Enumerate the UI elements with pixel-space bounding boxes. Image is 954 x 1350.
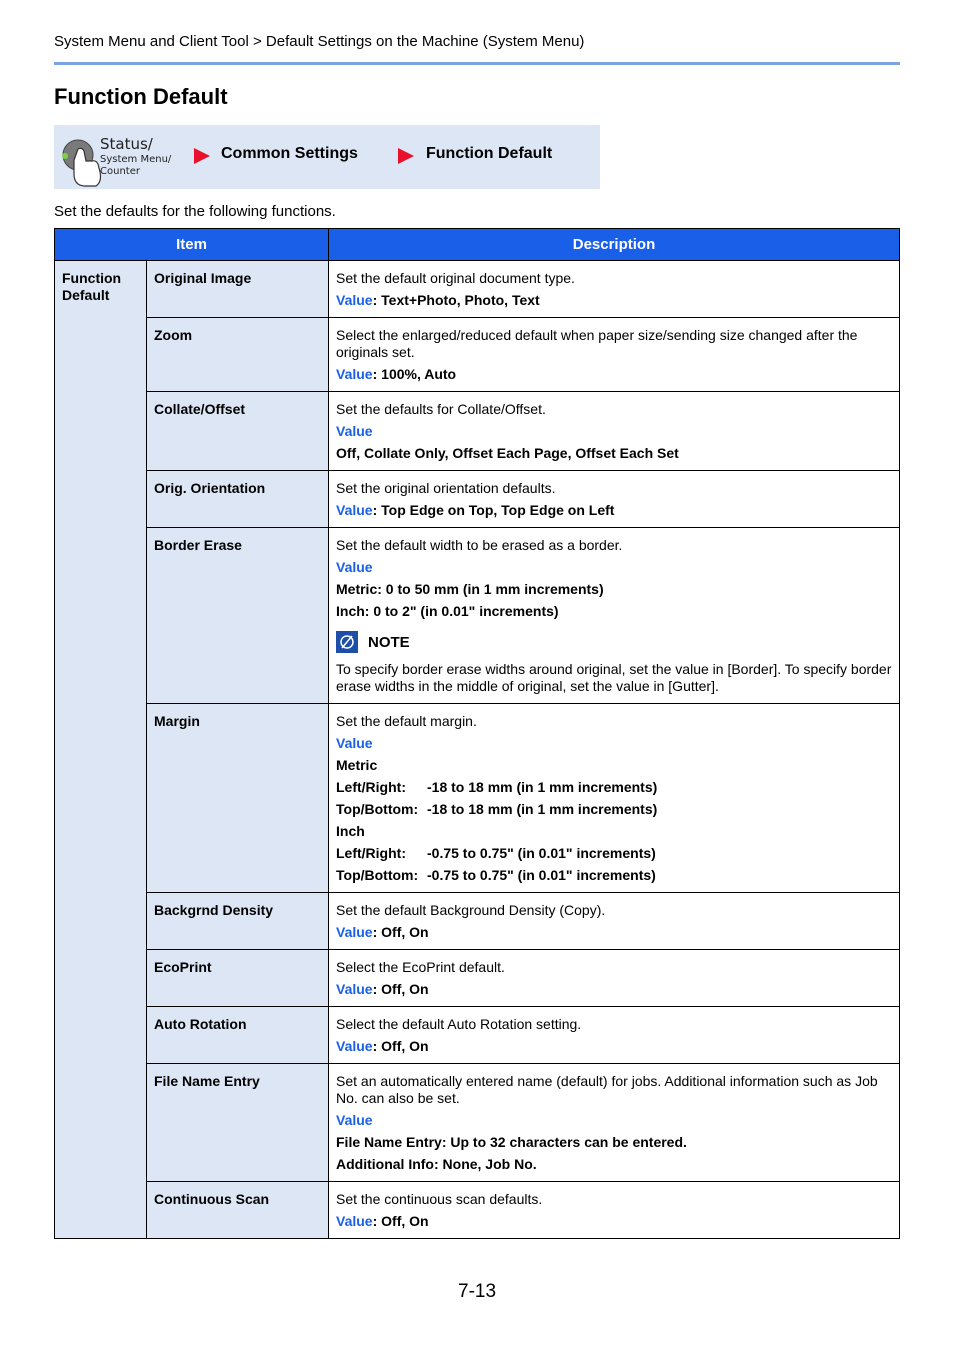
value-options: Off, On xyxy=(381,1213,429,1229)
description-text: Set the default width to be erased as a border. xyxy=(336,537,623,553)
status-key-icon xyxy=(58,130,188,188)
value-options: Off, Collate Only, Offset Each Page, Offset Each Set xyxy=(336,445,679,461)
value-label: Value xyxy=(336,1213,373,1229)
description-text: Set the default margin. xyxy=(336,713,477,729)
value-label: Value xyxy=(336,981,373,997)
group-label: Function Default xyxy=(55,261,147,1239)
inch-lr-value: -0.75 to 0.75" (in 0.01" increments) xyxy=(427,845,656,861)
value-label: Value xyxy=(336,1038,373,1054)
nav-step-common-settings: Common Settings xyxy=(221,145,358,162)
table-row xyxy=(55,950,900,1007)
description-cell xyxy=(329,704,900,893)
metric-tb-value: -18 to 18 mm (in 1 mm increments) xyxy=(427,801,658,817)
nav-step-function-default: Function Default xyxy=(426,145,553,162)
item-name: Margin xyxy=(147,704,329,893)
page-title: Function Default xyxy=(54,84,228,109)
metric-label: Metric xyxy=(336,757,378,773)
inch-label: Inch xyxy=(336,823,365,839)
value-options: Top Edge on Top, Top Edge on Left xyxy=(381,502,615,518)
navigation-path xyxy=(54,125,600,189)
metric-lr-label: Left/Right: xyxy=(336,779,406,795)
inch-tb-label: Top/Bottom: xyxy=(336,867,419,883)
description-cell: Set the default original document type. Value: Text+Photo, Photo, Text xyxy=(329,261,900,318)
breadcrumb: System Menu and Client Tool > Default Settings on the Machine (System Menu) xyxy=(54,33,585,50)
table-row xyxy=(55,261,900,318)
inch-tb-value: -0.75 to 0.75" (in 0.01" increments) xyxy=(427,867,656,883)
description-cell: Set the original orientation defaults. Value: Top Edge on Top, Top Edge on Left xyxy=(329,471,900,528)
item-name: Zoom xyxy=(147,318,329,392)
description-text: Select the enlarged/reduced default when paper size/sending size changed after the originals set. xyxy=(336,327,858,360)
metric-lr-value: -18 to 18 mm (in 1 mm increments) xyxy=(427,779,658,795)
value-options: 100%, Auto xyxy=(381,366,457,382)
value-metric: Metric: 0 to 50 mm (in 1 mm increments) xyxy=(336,581,604,597)
item-name: Backgrnd Density xyxy=(147,893,329,950)
description-cell: Select the EcoPrint default. Value: Off, On xyxy=(329,950,900,1007)
description-cell: Set the default Background Density (Copy). Value: Off, On xyxy=(329,893,900,950)
description-text: Set an automatically entered name (default) for jobs. Additional information such as Job No. can also be set. xyxy=(336,1073,878,1106)
value-label: Value xyxy=(336,559,373,575)
description-text: Set the continuous scan defaults. xyxy=(336,1191,543,1207)
value-options: Off, On xyxy=(381,924,429,940)
value-options: Text+Photo, Photo, Text xyxy=(381,292,540,308)
key-label-counter: Counter xyxy=(100,166,140,177)
item-name: File Name Entry xyxy=(147,1064,329,1182)
description-text: Select the EcoPrint default. xyxy=(336,959,505,975)
item-name: Original Image xyxy=(147,261,329,318)
description-text: Set the original orientation defaults. xyxy=(336,480,556,496)
value-label: Value xyxy=(336,924,373,940)
value-label: Value xyxy=(336,292,373,308)
column-header-description: Description xyxy=(329,229,900,261)
description-text: Select the default Auto Rotation setting. xyxy=(336,1016,582,1032)
table-row xyxy=(55,471,900,528)
description-cell xyxy=(329,392,900,471)
key-label-system-menu: System Menu/ xyxy=(100,154,172,165)
item-name: Auto Rotation xyxy=(147,1007,329,1064)
value-options: Off, On xyxy=(381,1038,429,1054)
description-cell: Set the continuous scan defaults. Value: Off, On xyxy=(329,1182,900,1239)
description-text: Set the default Background Density (Copy). xyxy=(336,902,606,918)
item-name: Collate/Offset xyxy=(147,392,329,471)
value-label: Value xyxy=(336,366,373,382)
value-options: Off, On xyxy=(381,981,429,997)
table-row xyxy=(55,528,900,704)
description-cell xyxy=(329,528,900,704)
value-additional-info: Additional Info: None, Job No. xyxy=(336,1156,537,1172)
value-label: Value xyxy=(336,423,373,439)
table-header-row xyxy=(55,229,900,261)
table-row xyxy=(55,893,900,950)
header-rule xyxy=(54,62,900,65)
item-name: Continuous Scan xyxy=(147,1182,329,1239)
settings-table xyxy=(54,228,900,1239)
value-inch: Inch: 0 to 2" (in 0.01" increments) xyxy=(336,603,559,619)
table-row xyxy=(55,1182,900,1239)
description-cell xyxy=(329,1064,900,1182)
item-name: Border Erase xyxy=(147,528,329,704)
value-label: Value xyxy=(336,735,373,751)
note-label: NOTE xyxy=(368,633,410,651)
intro-text: Set the defaults for the following functions. xyxy=(54,203,336,220)
page-number: 7-13 xyxy=(458,1281,497,1302)
item-name: Orig. Orientation xyxy=(147,471,329,528)
description-cell: Select the default Auto Rotation setting. Value: Off, On xyxy=(329,1007,900,1064)
value-label: Value xyxy=(336,1112,373,1128)
table-row xyxy=(55,318,900,392)
key-label-status: Status/ xyxy=(100,135,153,153)
value-label: Value xyxy=(336,502,373,518)
description-cell: Select the enlarged/reduced default when paper size/sending size changed after the originals set. Value: 100%, Auto xyxy=(329,318,900,392)
arrow-right-icon xyxy=(194,148,210,164)
arrow-right-icon xyxy=(398,148,414,164)
table-row xyxy=(55,1007,900,1064)
description-text: Set the defaults for Collate/Offset. xyxy=(336,401,546,417)
table-row xyxy=(55,704,900,893)
metric-tb-label: Top/Bottom: xyxy=(336,801,419,817)
description-text: Set the default original document type. xyxy=(336,270,575,286)
inch-lr-label: Left/Right: xyxy=(336,845,406,861)
value-file-name: File Name Entry: Up to 32 characters can be entered. xyxy=(336,1134,687,1150)
table-row xyxy=(55,392,900,471)
note-icon xyxy=(336,631,358,653)
note-text: To specify border erase widths around original, set the value in [Border]. To specify border erase widths in the middle of original, set the value in [Gutter]. xyxy=(336,661,892,694)
table-row xyxy=(55,1064,900,1182)
item-name: EcoPrint xyxy=(147,950,329,1007)
column-header-item: Item xyxy=(55,229,329,261)
